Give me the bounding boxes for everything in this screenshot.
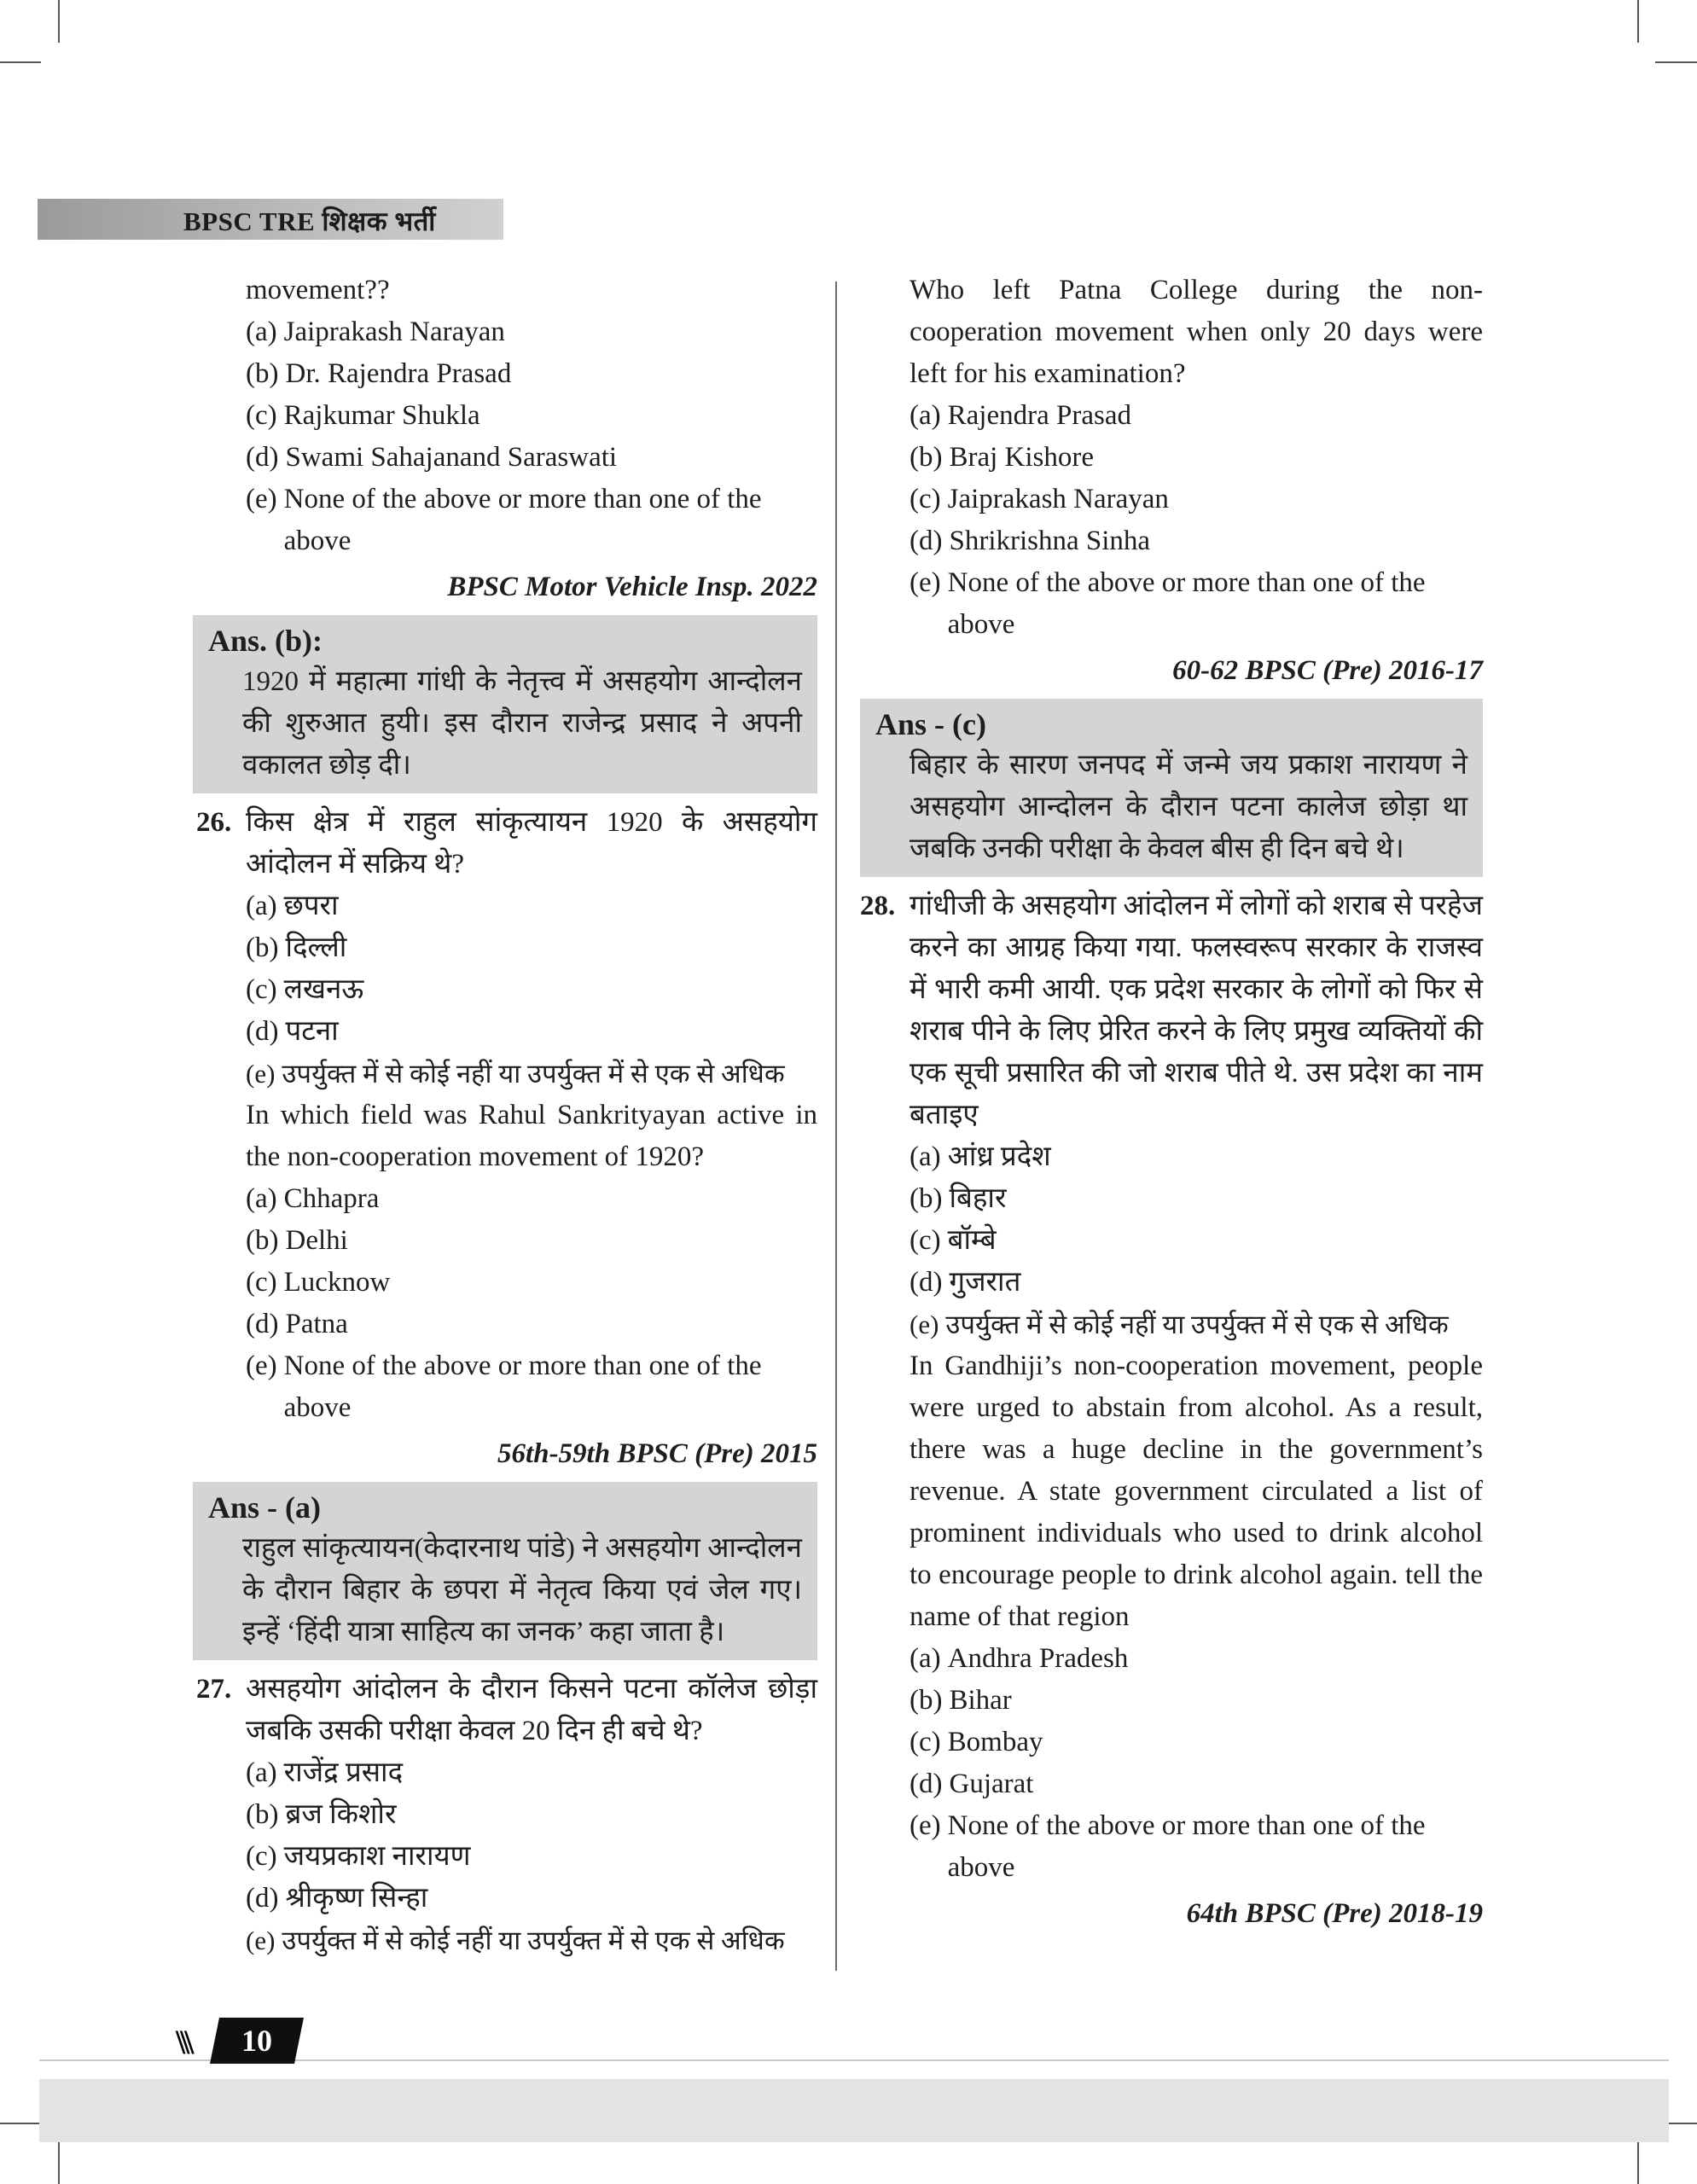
page-number: 10 xyxy=(241,2024,272,2058)
answer-explanation: राहुल सांकृत्यायन(केदारनाथ पांडे) ने असहयोग आन्दोलन के दौरान बिहार के छपरा में नेतृत्व किया एवं जेल गए। इन्हें ‘हिंदी यात्रा साहित्य का जनक’ कहा जाता है। xyxy=(242,1533,802,1647)
question-26 xyxy=(196,802,817,1475)
answer-heading: Ans - (c) xyxy=(875,707,986,741)
option-a: (a) Chhapra xyxy=(246,1183,380,1214)
option-c-hindi: (c) लखनऊ xyxy=(246,974,364,1005)
question-27 xyxy=(196,1669,817,1961)
option-e: (e) None of the above or more than one of the above xyxy=(246,484,762,556)
answer-explanation: 1920 में महात्मा गांधी के नेतृत्त्व में असहयोग आन्दोलन की शुरुआत हुयी। इस दौरान राजेन्द्र प्रसाद ने अपनी वकालत छोड़ दी। xyxy=(242,666,802,781)
answer-box-26 xyxy=(193,1482,817,1660)
page-number-decoration: \\\ xyxy=(176,2023,189,2061)
crop-mark xyxy=(1637,0,1639,43)
option-b-hindi: (b) बिहार xyxy=(910,1183,1007,1214)
option-a-hindi: (a) आंध्र प्रदेश xyxy=(910,1141,1051,1172)
question-text-english: In Gandhiji’s non-cooperation movement, people were urged to abstain from alcohol. As a result, there was a huge decline in the government’s revenue. A state government circulated a list of prominent individuals who used to drink alcohol to encourage people to drink alcohol again. tell the name of that region xyxy=(910,1350,1483,1632)
question-text-hindi: किस क्षेत्र में राहुल सांकृत्यायन 1920 के असहयोग आंदोलन में सक्रिय थे? xyxy=(246,807,817,880)
option-e-hindi: (e) उपर्युक्त में से कोई नहीं या उपर्युक्त में से एक से अधिक xyxy=(246,1059,785,1089)
running-header: BPSC TRE शिक्षक भर्ती xyxy=(183,206,436,236)
answer-heading: Ans - (a) xyxy=(208,1490,321,1525)
option-b-hindi: (b) दिल्ली xyxy=(246,932,347,963)
option-d-hindi: (d) पटना xyxy=(246,1016,339,1047)
answer-box-25 xyxy=(193,615,817,793)
answer-heading: Ans. (b): xyxy=(208,624,323,658)
option-b-hindi: (b) ब्रज किशोर xyxy=(246,1799,397,1830)
option-d: (d) Patna xyxy=(246,1309,348,1339)
option-b: (b) Bihar xyxy=(910,1685,1012,1716)
exam-source: 60-62 BPSC (Pre) 2016-17 xyxy=(1172,655,1483,686)
footer-band xyxy=(39,2079,1669,2142)
crop-mark xyxy=(0,61,41,63)
answer-box-27 xyxy=(860,699,1483,877)
crop-mark xyxy=(1637,2141,1639,2184)
option-c: (c) Lucknow xyxy=(246,1267,391,1298)
option-c: (c) Bombay xyxy=(910,1727,1043,1757)
crop-mark xyxy=(58,0,60,43)
column-divider xyxy=(835,282,837,1971)
question-text-hindi: असहयोग आंदोलन के दौरान किसने पटना कॉलेज छोड़ा जबकि उसकी परीक्षा केवल 20 दिन ही बचे थे? xyxy=(246,1674,817,1746)
exam-source: 56th-59th BPSC (Pre) 2015 xyxy=(497,1438,817,1469)
question-number: 26. xyxy=(196,807,232,838)
question-number: 28. xyxy=(860,891,896,921)
question-number: 27. xyxy=(196,1674,232,1705)
crop-mark xyxy=(0,2123,41,2124)
question-28 xyxy=(860,886,1483,1935)
exam-source: 64th BPSC (Pre) 2018-19 xyxy=(1186,1898,1483,1929)
option-c-hindi: (c) जयप्रकाश नारायण xyxy=(246,1841,471,1872)
question-text-english: In which field was Rahul Sankrityayan active in the non-cooperation movement of 1920? xyxy=(246,1100,817,1172)
right-column xyxy=(860,270,1483,1935)
option-a-hindi: (a) छपरा xyxy=(246,891,339,921)
question-text-english: Who left Patna College during the non-cooperation movement when only 20 days were left for his examination? xyxy=(910,275,1483,389)
option-e: (e) None of the above or more than one of the above xyxy=(246,1350,762,1423)
question-25-continued xyxy=(196,270,817,608)
option-a-hindi: (a) राजेंद्र प्रसाद xyxy=(246,1757,404,1788)
option-e-hindi: (e) उपर्युक्त में से कोई नहीं या उपर्युक्त में से एक से अधिक xyxy=(246,1926,785,1955)
crop-mark xyxy=(58,2141,60,2184)
question-text: movement?? xyxy=(246,275,390,305)
option-d: (d) Shrikrishna Sinha xyxy=(910,526,1151,556)
answer-explanation: बिहार के सारण जनपद में जन्मे जय प्रकाश नारायण ने असहयोग आन्दोलन के दौरान पटना कालेज छोड़ा था जबकि उनकी परीक्षा के केवल बीस ही दिन बचे थे। xyxy=(910,750,1467,864)
option-e: (e) None of the above or more than one of the above xyxy=(910,1810,1426,1883)
option-b: (b) Dr. Rajendra Prasad xyxy=(246,358,512,389)
option-b: (b) Braj Kishore xyxy=(910,442,1095,473)
exam-source: BPSC Motor Vehicle Insp. 2022 xyxy=(447,572,817,602)
option-a: (a) Andhra Pradesh xyxy=(910,1643,1129,1674)
option-d: (d) Gujarat xyxy=(910,1769,1034,1799)
option-e-hindi: (e) उपर्युक्त में से कोई नहीं या उपर्युक्त में से एक से अधिक xyxy=(910,1310,1449,1339)
option-c: (c) Jaiprakash Narayan xyxy=(910,484,1169,514)
option-c-hindi: (c) बॉम्बे xyxy=(910,1225,997,1256)
option-a: (a) Rajendra Prasad xyxy=(910,400,1131,431)
left-column xyxy=(196,270,817,1961)
option-d-hindi: (d) श्रीकृष्ण सिन्हा xyxy=(246,1883,428,1914)
crop-mark xyxy=(1655,61,1697,63)
question-text-hindi: गांधीजी के असहयोग आंदोलन में लोगों को शराब से परहेज करने का आग्रह किया गया. फलस्वरूप सरकार के राजस्व में भारी कमी आयी. एक प्रदेश सरकार के लोगों को फिर से शराब पीने के लिए प्रेरित करने के लिए प्रमुख व्यक्तियों की एक सूची प्रसारित की जो शराब पीते थे. उस प्रदेश का नाम बताइए xyxy=(910,891,1483,1130)
option-e: (e) None of the above or more than one of the above xyxy=(910,567,1426,640)
option-d: (d) Swami Sahajanand Saraswati xyxy=(246,442,618,473)
option-b: (b) Delhi xyxy=(246,1225,348,1256)
option-c: (c) Rajkumar Shukla xyxy=(246,400,480,431)
question-27-continued xyxy=(860,270,1483,692)
option-d-hindi: (d) गुजरात xyxy=(910,1267,1021,1298)
option-a: (a) Jaiprakash Narayan xyxy=(246,317,505,347)
